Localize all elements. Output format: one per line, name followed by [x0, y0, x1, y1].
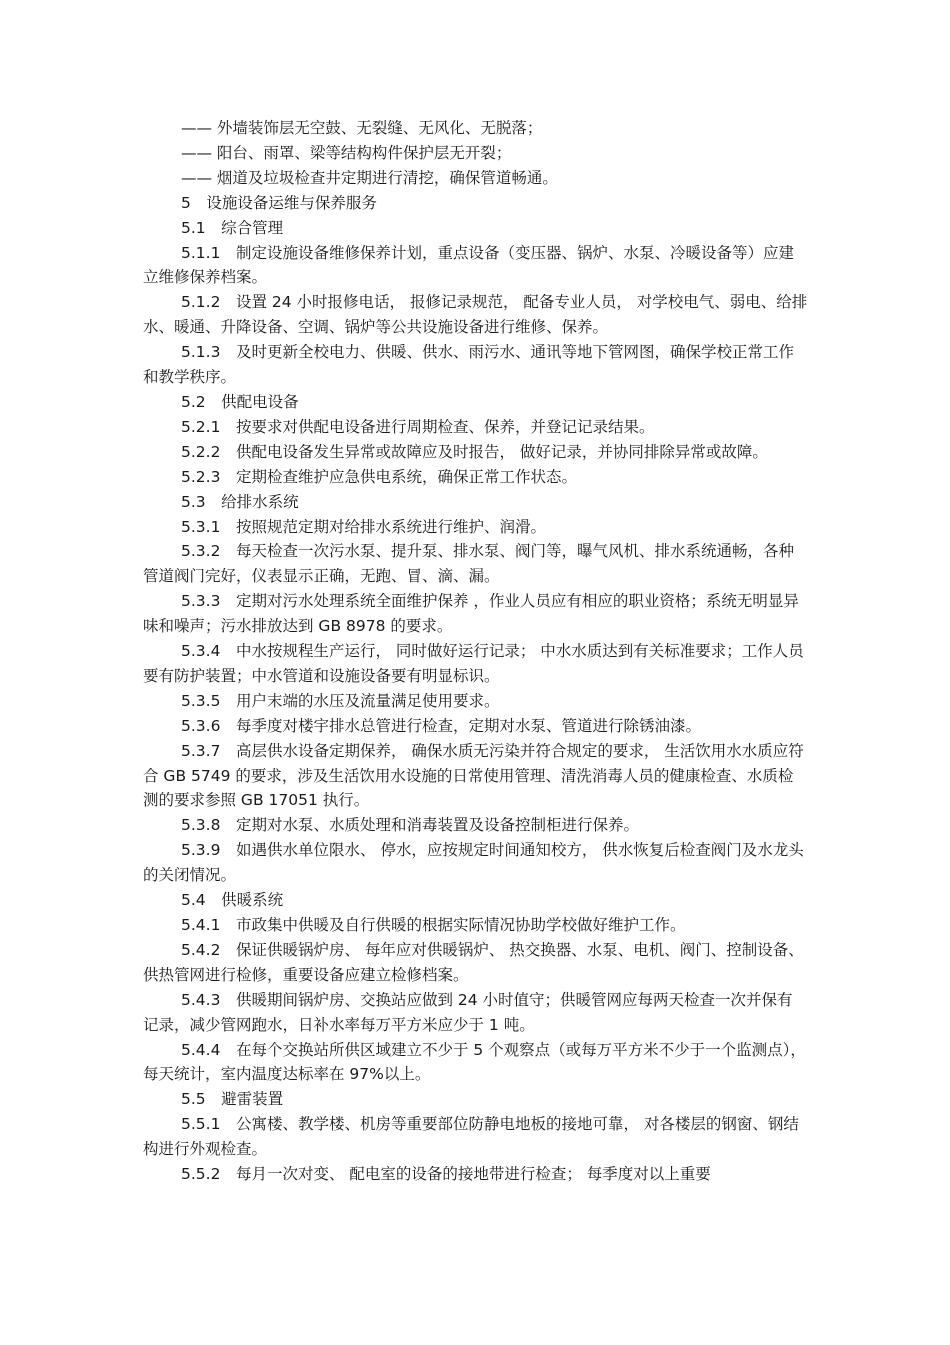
- document-body: [143, 116, 808, 1187]
- paragraph-5-3-7: 5.3.7 高层供水设备定期保养， 确保水质无污染并符合规定的要求， 生活饮用水水质应符合 GB 5749 的要求，涉及生活饮用水设施的日常使用管理、清洗消毒人员的健康检查、水质检测的要求参照 GB 17051 执行。: [143, 741, 804, 810]
- paragraph-5-5-1: 5.5.1 公寓楼、教学楼、机房等重要部位防静电地板的接地可靠， 对各楼层的钢窗、钢结构进行外观检查。: [143, 1115, 799, 1159]
- paragraph-5-3-1: 5.3.1 按照规范定期对给排水系统进行维护、润滑。: [181, 517, 546, 536]
- section-heading-5-1: 5.1 综合管理: [181, 218, 284, 237]
- paragraph-5-3-2: 5.3.2 每天检查一次污水泵、提升泵、排水泵、阀门等，曝气风机、排水系统通畅，各种管道阀门完好，仪表显示正确，无跑、冒、滴、漏。: [143, 542, 794, 586]
- paragraph-dash-1: —— 外墙装饰层无空鼓、无裂缝、无风化、无脱落；: [181, 119, 543, 137]
- paragraph-5-1-3: 5.1.3 及时更新全校电力、供暖、供水、雨污水、通讯等地下管网图，确保学校正常工作和教学秩序。: [143, 343, 794, 387]
- paragraph-5-4-3: 5.4.3 供暖期间锅炉房、交换站应做到 24 小时值守；供暖管网应每两天检查一次并保有记录，减少管网跑水，日补水率每万平方米应少于 1 吨。: [143, 990, 793, 1034]
- paragraph-5-1-2: 5.1.2 设置 24 小时报修电话， 报修记录规范， 配备专业人员， 对学校电气、弱电、给排水、暖通、升降设备、空调、锅炉等公共设施设备进行维修、保养。: [143, 293, 808, 337]
- paragraph-5-4-1: 5.4.1 市政集中供暖及自行供暖的根据实际情况协助学校做好维护工作。: [181, 916, 686, 934]
- paragraph-5-4-2: 5.4.2 保证供暖锅炉房、 每年应对供暖锅炉、 热交换器、水泵、电机、阀门、控制设备、供热管网进行检修，重要设备应建立检修档案。: [143, 940, 804, 984]
- paragraph-5-2-3: 5.2.3 定期检查维护应急供电系统，确保正常工作状态。: [181, 467, 577, 486]
- paragraph-5-3-4: 5.3.4 中水按规程生产运行， 同时做好运行记录； 中水水质达到有关标准要求；工作人员要有防护装置；中水管道和设施设备要有明显标识。: [143, 642, 804, 685]
- paragraph-5-4-4: 5.4.4 在每个交换站所供区域建立不少于 5 个观察点（或每万平方米不少于一个监测点），每天统计，室内温度达标率在 97%以上。: [143, 1040, 806, 1084]
- paragraph-5-3-8: 5.3.8 定期对水泵、水质处理和消毒装置及设备控制柜进行保养。: [181, 816, 639, 835]
- section-heading-5-3: 5.3 给排水系统: [181, 492, 299, 511]
- paragraph-5-5-2: 5.5.2 每月一次对变、 配电室的设备的接地带进行检查； 每季度对以上重要: [181, 1165, 711, 1184]
- paragraph-dash-3: —— 烟道及垃圾检查井定期进行清挖，确保管道畅通。: [181, 168, 558, 187]
- paragraph-5-3-9: 5.3.9 如遇供水单位限水、 停水，应按规定时间通知校方， 供水恢复后检查阀门及水龙头的关闭情况。: [143, 841, 804, 885]
- paragraph-dash-2: —— 阳台、雨罩、梁等结构构件保护层无开裂；: [181, 143, 512, 162]
- section-heading-5-4: 5.4 供暖系统: [181, 891, 284, 910]
- paragraph-5-1-1: 5.1.1 制定设施设备维修保养计划，重点设备（变压器、锅炉、水泵、冷暖设备等）应建立维修保养档案。: [143, 243, 794, 287]
- section-heading-5-5: 5.5 避雷装置: [181, 1090, 284, 1109]
- section-heading-5-2: 5.2 供配电设备: [181, 392, 299, 411]
- section-heading-5: 5 设施设备运维与保养服务: [181, 193, 377, 212]
- paragraph-5-2-1: 5.2.1 按要求对供配电设备进行周期检查、保养，并登记记录结果。: [181, 417, 655, 436]
- paragraph-5-3-5: 5.3.5 用户末端的水压及流量满足使用要求。: [181, 691, 500, 710]
- paragraph-5-3-3: 5.3.3 定期对污水处理系统全面维护保养 ，作业人员应有相应的职业资格；系统无明显异味和噪声；污水排放达到 GB 8978 的要求。: [143, 592, 799, 636]
- paragraph-5-3-6: 5.3.6 每季度对楼宇排水总管进行检查，定期对水泵、管道进行除锈油漆。: [181, 716, 701, 735]
- paragraph-5-2-2: 5.2.2 供配电设备发生异常或故障应及时报告， 做好记录，并协同排除异常或故障。: [181, 442, 768, 461]
